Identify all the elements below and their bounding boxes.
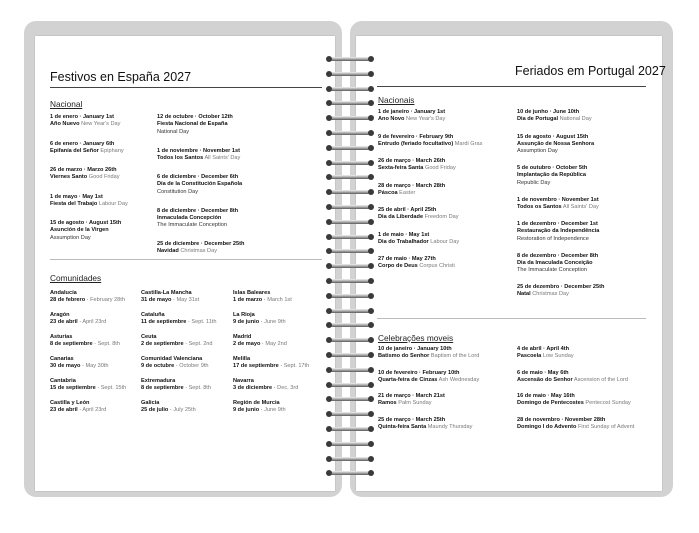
spiral-ring [326,114,374,122]
holiday-entry [157,148,240,163]
region-entry [141,290,199,305]
spiral-ring [326,395,374,403]
holiday-name: Fiesta del Trabajo [50,200,98,207]
holiday-english: Palm Sunday [398,400,432,407]
holiday-name: Epifanía del Señor [50,147,99,154]
region-date-line: 25 de julio · July 25th [141,407,196,414]
holiday-english: Labour Day [430,238,460,245]
holiday-entry [157,114,233,136]
holiday-entry [50,194,128,209]
region-english: Sept. 8th [188,385,211,392]
region-entry [50,290,125,305]
holiday-date: 10 de fevereiro · February 10th [378,369,460,376]
region-entry [141,312,216,327]
spiral-ring [326,336,374,344]
region-name: Extremadura [141,378,176,384]
holiday-entry [378,183,445,198]
region-english: Sept. 2nd [188,341,213,348]
spiral-ring [326,233,374,241]
region-entry [141,356,208,371]
region-english: March 1st [267,297,292,304]
holiday-entry [517,393,631,408]
holiday-entry [517,284,604,299]
region-entry [233,378,298,393]
holiday-date: 21 de março · March 21st [378,393,445,399]
region-name: Comunidad Valenciana [141,356,203,362]
holiday-date: 28 de março · March 28th [378,182,446,189]
holiday-date: 15 de agosto · August 15th [517,133,589,140]
holiday-name: Dia da Imaculada Conceição [517,259,593,266]
region-date-line: 31 de mayo · May 31st [141,297,200,304]
spiral-ring [326,173,374,181]
holiday-name-line [517,116,592,123]
region-date-line: 8 de septiembre · Sept. 8th [141,385,211,392]
region-english: May 30th [85,363,109,370]
holiday-entry [378,232,459,247]
holiday-name: Páscoa [378,189,398,196]
holiday-english: The Immaculate Conception [517,267,587,274]
holiday-english: Assumption Day [50,234,91,241]
region-entry [233,334,287,349]
holiday-date: 1 de mayo · May 1st [50,193,103,200]
holiday-date: 10 de janeiro · January 10th [378,346,452,352]
region-date-line: 8 de septiembre · Sept. 8th [50,341,120,348]
region-date-line: 9 de junio · June 9th [233,319,286,326]
spiral-ring [326,277,374,285]
holiday-entry [378,393,445,408]
holiday-date: 8 de dezembro · December 8th [517,252,599,259]
region-entry [233,356,309,371]
region-date: 1 de marzo [233,297,263,304]
holiday-name-line [378,165,456,172]
section-divider [377,318,646,319]
region-date-line: 23 de abril · April 23rd [50,407,107,414]
region-date-line: 15 de septiembre · Sept. 15th [50,385,127,392]
region-entry [50,400,106,415]
holiday-english: New Year's Day [405,116,446,123]
region-date-line: 28 de febrero · February 28th [50,297,125,304]
spiral-ring [326,70,374,78]
holiday-name-line [50,121,120,128]
holiday-english: National Day [559,116,592,123]
holiday-english: Republic Day [517,179,551,186]
holiday-name-line [50,148,124,155]
region-date: 3 de diciembre [233,385,273,392]
region-english: February 28th [90,297,125,304]
holiday-name: Pascoela [517,353,542,360]
holiday-date: 15 de agosto · August 15th [50,220,122,226]
holiday-name-line [378,400,445,407]
holiday-date: 25 de diciembre · December 25th [157,241,245,247]
region-date: 8 de septiembre [141,385,184,392]
holiday-english: Restoration of Independence [517,235,589,242]
holiday-name: Año Nuevo [50,121,80,128]
page-title-portugal: Feriados em Portugal 2027 [515,64,666,78]
holiday-name-line [50,201,128,208]
spiral-ring [326,203,374,211]
spiral-ring [326,144,374,152]
region-english: May 31st [176,297,200,304]
spiral-ring [326,425,374,433]
region-date: 9 de octubre [141,363,175,370]
holiday-english: All Saints' Day [204,154,241,161]
holiday-date: 27 de maio · May 27th [378,256,436,262]
region-date: 15 de septiembre [50,385,96,392]
spiral-ring [326,129,374,137]
region-english: Dec. 3rd [277,385,299,392]
region-entry [50,378,126,393]
region-name: Ceuta [141,334,157,340]
holiday-english: Freedom Day [424,214,459,221]
holiday-name: Ramos [378,400,397,407]
holiday-name-line [378,353,479,360]
region-date: 2 de mayo [233,341,261,348]
region-date-line: 1 de marzo · March 1st [233,297,292,304]
holiday-entry [517,417,634,432]
region-date-line: 2 de mayo · May 2nd [233,341,287,348]
holiday-name-line [517,400,631,407]
holiday-english: Maundy Thursday [427,423,473,430]
holiday-name-line [517,353,574,360]
spiral-ring [326,455,374,463]
section-heading-moveis: Celebrações moveis [378,333,454,343]
holiday-date: 1 de janeiro · January 1st [378,109,446,115]
holiday-date: 5 de outubro · October 5th [517,165,588,171]
holiday-english: Pentecost Sunday [585,400,631,407]
region-entry [233,400,286,415]
holiday-name: Quarta-feira de Cinzas [378,376,438,383]
region-date: 28 de febrero [50,297,86,304]
region-name: Región de Murcia [233,400,280,406]
holiday-entry [157,208,238,230]
holiday-date: 28 de novembro · November 28th [517,416,606,423]
region-name: Andalucía [50,290,77,296]
region-english: October 9th [179,363,209,370]
holiday-name-line [378,214,459,221]
region-entry [141,378,211,393]
section-divider [50,259,322,260]
region-entry [50,334,120,349]
holiday-entry [517,109,592,124]
region-entry [50,356,108,371]
holiday-name-line [378,239,459,246]
region-date: 8 de septiembre [50,341,93,348]
region-date-line: 2 de septiembre · Sept. 2nd [141,341,213,348]
region-english: Sept. 8th [97,341,120,348]
holiday-date: 26 de março · March 26th [378,158,446,164]
spiral-ring [326,99,374,107]
holiday-entry [157,174,242,196]
holiday-date: 9 de fevereiro · February 9th [378,133,454,140]
region-english: April 23rd [82,407,107,414]
region-date-line: 3 de diciembre · Dec. 3rd [233,385,299,392]
holiday-date: 25 de dezembro · December 25th [517,284,605,290]
holiday-english: All Saints' Day [562,203,599,210]
holiday-name-line [378,116,445,123]
holiday-date: 8 de diciembre · December 8th [157,207,239,214]
region-name: Castilla y León [50,400,90,406]
holiday-entry [517,134,594,156]
holiday-date: 1 de dezembro · December 1st [517,221,598,227]
region-date-line: 23 de abril · April 23rd [50,319,107,326]
holiday-entry [378,158,456,173]
spiral-ring [326,469,374,477]
holiday-name: Dia de Portugal [517,116,559,123]
holiday-name-line [517,228,599,235]
holiday-name-line [157,155,240,162]
holiday-name-line [157,121,233,128]
holiday-english: Baptism of the Lord [430,353,480,360]
holiday-english: Low Sunday [542,353,574,360]
region-english: May 2nd [265,341,287,348]
holiday-date: 16 de maio · May 16th [517,393,575,399]
holiday-name: Implantação da República [517,172,587,179]
region-date: 17 de septiembre [233,363,279,370]
holiday-name-line [378,190,445,197]
region-name: Cataluña [141,312,165,318]
spiral-ring [326,321,374,329]
holiday-entry [50,114,120,129]
holiday-date: 1 de maio · May 1st [378,231,430,238]
region-name: Castilla-La Mancha [141,290,192,296]
holiday-entry [50,220,121,242]
holiday-entry [378,207,459,222]
region-name: Navarra [233,378,254,384]
holiday-name-line [157,248,244,255]
region-entry [141,400,196,415]
region-name: Galicia [141,400,160,406]
region-english: Sept. 17th [283,363,310,370]
holiday-name: Ano Novo [378,116,405,123]
holiday-entry [157,241,244,256]
region-entry [233,312,286,327]
spiral-ring [326,85,374,93]
region-date: 9 de junio [233,407,260,414]
holiday-entry [378,346,479,361]
holiday-date: 1 de novembro · November 1st [517,196,599,203]
section-heading-nacionais: Nacionais [378,95,415,105]
holiday-name: Sexta-feira Santa [378,165,424,172]
region-english: Sept. 11th [191,319,217,326]
holiday-entry [517,370,628,385]
holiday-name-line [517,172,587,179]
holiday-date: 1 de noviembre · November 1st [157,147,241,154]
spiral-ring [326,55,374,63]
holiday-english: Ascension of the Lord [573,376,628,383]
holiday-name: Todos los Santos [157,154,204,161]
holiday-name-line [517,291,604,298]
region-name: Cantabria [50,378,76,384]
region-date-line: 11 de septiembre · Sept. 11th [141,319,217,326]
region-date-line: 17 de septiembre · Sept. 17th [233,363,310,370]
holiday-english: Labour Day [98,200,128,207]
holiday-name: Assunção de Nossa Senhora [517,140,595,147]
region-name: Aragón [50,312,70,318]
holiday-name: Asunción de la Virgen [50,227,109,234]
spiral-ring [326,351,374,359]
spiral-ring [326,410,374,418]
holiday-entry [50,141,124,156]
title-divider [50,87,322,88]
holiday-name: Domingo I do Advento [517,423,577,430]
holiday-name-line [378,424,472,431]
region-name: Melilla [233,356,251,362]
holiday-date: 10 de junho · June 10th [517,109,580,115]
holiday-name-line [157,181,242,188]
holiday-name-line [50,174,120,181]
holiday-name: Corpo de Deus [378,263,418,270]
holiday-name: Entrudo (feriado focultativo) [378,140,454,147]
region-name: La Rioja [233,312,255,318]
holiday-name-line [378,377,479,384]
spiral-ring [326,188,374,196]
holiday-date: 25 de março · March 25th [378,416,446,423]
region-date: 31 de mayo [141,297,172,304]
region-english: July 25th [173,407,196,414]
region-date: 23 de abril [50,407,78,414]
section-heading-comunidades: Comunidades [50,273,102,283]
holiday-name-line [517,260,598,267]
holiday-date: 1 de enero · January 1st [50,114,115,120]
spiral-ring [326,440,374,448]
holiday-name-line [517,377,628,384]
holiday-english: Christmas Day [180,248,218,255]
holiday-name-line [50,227,121,234]
spiral-ring [326,247,374,255]
region-date: 30 de mayo [50,363,81,370]
holiday-entry [378,134,482,149]
spiral-ring [326,262,374,270]
holiday-english: Good Friday [424,165,456,172]
spiral-ring [326,366,374,374]
region-date: 9 de junio [233,319,260,326]
region-date-line: 30 de mayo · May 30th [50,363,109,370]
region-name: Madrid [233,334,252,340]
holiday-english: Easter [399,189,416,196]
holiday-name: Inmaculada Concepción [157,214,222,221]
title-divider [377,86,646,87]
region-entry [50,312,106,327]
holiday-entry [517,221,599,243]
holiday-entry [50,167,120,182]
holiday-english: Epiphany [100,147,124,154]
section-heading-nacional: Nacional [50,99,83,109]
holiday-name-line [517,204,599,211]
holiday-name-line [517,141,594,148]
spiral-ring [326,218,374,226]
spiral-binding [326,55,374,485]
holiday-english: New Year's Day [81,121,121,128]
holiday-name: Domingo de Pentecostes [517,400,584,407]
holiday-date: 25 de abril · April 25th [378,207,437,213]
holiday-date: 26 de marzo · Marzo 26th [50,167,117,173]
holiday-name: Batismo do Senhor [378,353,430,360]
holiday-entry [517,197,599,212]
spiral-ring [326,292,374,300]
holiday-english: Constitution Day [157,188,199,195]
region-entry [233,290,292,305]
holiday-entry [378,417,472,432]
region-entry [141,334,213,349]
holiday-date: 4 de abril · April 4th [517,346,570,352]
spiral-ring [326,159,374,167]
holiday-name-line [517,424,634,431]
region-date: 25 de julio [141,407,169,414]
region-date: 2 de septiembre [141,341,184,348]
region-date-line: 9 de junio · June 9th [233,407,286,414]
holiday-date: 12 de octubre · October 12th [157,114,233,120]
page-title-spain: Festivos en España 2027 [50,70,192,84]
holiday-name: Día de la Constitución Española [157,181,243,188]
holiday-name: Todos os Santos [517,203,562,210]
holiday-name: Restauração da Independência [517,228,600,235]
holiday-english: Mardi Gras [454,140,483,147]
holiday-name: Fiesta Nacional de España [157,121,228,128]
spiral-ring [326,381,374,389]
region-english: June 9th [264,407,286,414]
holiday-name: Ascensão do Senhor [517,376,573,383]
region-english: April 23rd [82,319,107,326]
region-name: Asturias [50,334,73,340]
region-name: Canarias [50,356,74,362]
region-name: Islas Baleares [233,290,271,296]
region-date: 11 de septiembre [141,319,187,326]
region-date: 23 de abril [50,319,78,326]
holiday-english: Ash Wednesday [438,376,480,383]
holiday-name: Natal [517,291,531,298]
holiday-entry [517,253,598,275]
holiday-english: The Immaculate Conception [157,222,227,229]
holiday-name: Navidad [157,248,179,255]
holiday-english: National Day [157,128,190,135]
holiday-name: Dia da Liberdade [378,214,424,221]
region-date-line: 9 de octubre · October 9th [141,363,209,370]
holiday-name-line [157,215,238,222]
holiday-date: 6 de maio · May 6th [517,369,569,376]
holiday-english: Corpus Christi [419,263,455,270]
holiday-english: Good Friday [88,174,120,181]
holiday-name: Quinta-feira Santa [378,423,427,430]
holiday-english: First Sunday of Advent [578,423,635,430]
holiday-name: Viernes Santo [50,174,88,181]
holiday-name-line [378,141,482,148]
spiral-ring [326,307,374,315]
holiday-entry [378,370,479,385]
holiday-name: Dia do Trabalhador [378,238,429,245]
holiday-entry [517,165,587,187]
holiday-date: 6 de enero · January 6th [50,140,115,147]
holiday-entry [378,256,455,271]
holiday-entry [378,109,445,124]
holiday-date: 6 de diciembre · December 6th [157,174,239,180]
holiday-english: Christmas Day [532,291,569,298]
holiday-english: Assumption Day [517,148,558,155]
holiday-entry [517,346,574,361]
region-english: Sept. 15th [100,385,127,392]
holiday-name-line [378,263,455,270]
region-english: June 9th [264,319,286,326]
